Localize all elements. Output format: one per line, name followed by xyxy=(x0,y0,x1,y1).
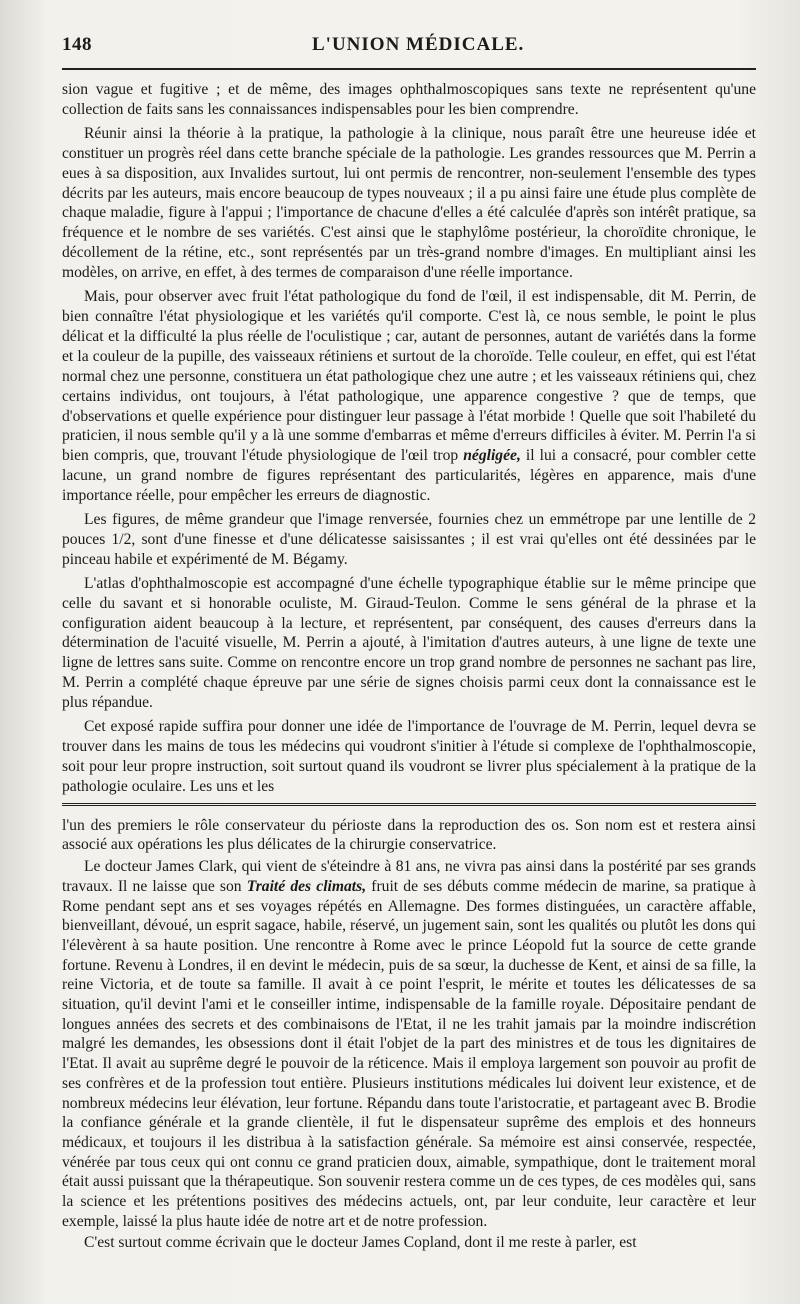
paragraph: l'un des premiers le rôle conservateur du périoste dans la reproduction des os. Son nom est et restera ainsi associé aux opérations les plus délicates de la chirurgie conservatrice. xyxy=(62,816,756,854)
paragraph: sion vague et fugitive ; et de même, des images ophthalmoscopiques sans texte ne représentent qu'une collection de faits sans les connaissances indispensables pour les bien comprendre. xyxy=(62,81,756,118)
text-run: fruit de ses débuts comme médecin de marine, sa pratique à Rome pendant sept ans et ses voyages répétés en Allemagne. Des formes distinguées, un caractère affable, bienveillant, dévoué, un esprit sagace, habile, réservé, un jugement sain, sont les qualités ou plutôt les dons qui l'élevèrent à sa haute position. Une rencontre à Rome avec le prince Léopold fut la source de cette grande fortune. Revenu à Londres, il en devint le médecin, puis de sa sœur, la duchesse de Kent, et ainsi de sa fille, la reine Victoria, et de toute sa famille. Il avait à ce point l'esprit, le mérite et toutes les délicatesses de sa situation, qu'il devint l'ami et le conseiller intime, indispensable de la famille royale. Dépositaire pendant de longues années des secrets et des combinaisons de l'Etat, il ne les trahit jamais par la moindre indiscrétion malgré les demandes, les obsessions dont il était l'objet de la part des ministres et de tous les dignitaires de l'Etat. Il avait au suprême degré le pouvoir de la réticence. Mais il employa largement son pouvoir au profit de ses confrères et de la profession tout entière. Plusieurs institutions médicales lui doivent leur existence, et de nombreux médecins leur élévation, leur fortune. Répandu dans toute l'aristocratie, et partageant avec B. Brodie la confiance générale et la grande clientèle, il fut le dispensateur suprême des emplois et des honneurs médicaux, et toujours il les distribua à la satisfaction générale. Sa mémoire est ainsi conservée, respectée, vénérée par tous ceux qui ont connu ce grand praticien doux, aimable, sympathique, dont le traitement moral était aussi puissant que la thérapeutique. Son souvenir restera comme un de ces types, de ces modèles qui, sans la science et les prétentions positives des médecins actuels, ont, par leur conduite, leur caractère et leur exemple, laissé la plus haute idée de notre art et de notre profession. xyxy=(62,877,756,1230)
page-number: 148 xyxy=(62,34,92,55)
book-title: Traité des climats, xyxy=(241,877,367,895)
paragraph: L'atlas d'ophthalmoscopie est accompagné d'une échelle typographique établie sur le même principe que celle du savant et si honorable oculiste, M. Giraud-Teulon. Comme le sens général de la phrase et la configuration aident beaucoup à la lecture, et représentent, par conséquent, des causes d'erreurs dans la détermination de l'acuité visuelle, M. Perrin a ajouté, à l'imitation d'autres auteurs, à une ligne de texte une ligne de lettres sans suite. Comme on rencontre encore un trop grand nombre de personnes ne sachant pas lire, M. Perrin a complété chaque épreuve par une série de signes choisis parmi ceux dont la connaissance est le plus répandue. xyxy=(62,574,756,712)
feuilleton-section xyxy=(62,816,756,1253)
paragraph: Les figures, de même grandeur que l'image renversée, fournies chez un emmétrope par une lentille de 2 pouces 1/2, sont d'une finesse et d'une délicatesse saisissantes ; il est vrai qu'elles ont été dessinées par le pinceau habile et expérimenté de M. Bégamy. xyxy=(62,511,756,568)
text-run: il lui a consacré, pour combler cette lacune, un grand nombre de figures représentant des particularités, légères en apparence, mais d'une importance réelle, pour empêcher les erreurs de diagnostic. xyxy=(62,447,756,505)
main-article xyxy=(62,80,756,797)
running-title: L'UNION MÉDICALE. xyxy=(312,34,525,55)
text-run: Le docteur James Clark, qui vient de s'éteindre à 81 ans, ne vivra pas ainsi dans la postérité par ses grands travaux. Il ne laisse que son xyxy=(62,858,756,895)
header-rule xyxy=(62,68,756,70)
emphasis: négligée, xyxy=(458,447,521,465)
page-header xyxy=(62,34,756,64)
paragraph xyxy=(62,857,756,1231)
text-run: Mais, pour observer avec fruit l'état pathologique du fond de l'œil, il est indispensable, dit M. Perrin, de bien connaître l'état physiologique et les variétés qu'il comporte. C'est là, ce nous semble, le point le plus délicat et la difficulté la plus réelle de l'oculistique ; car, autant de personnes, autant de variétés dans la forme et la couleur de la pupille, des vaisseaux rétiniens et surtout de la choroïde. Telle couleur, en effet, qui est l'état normal chez une personne, constituera un état pathologique chez une autre ; et les vaisseaux rétiniens qui, chez certains individus, ont toujours, à l'état pathologique, une apparence congestive ? que de temps, que d'observations et quelle expérience pour distinguer leur passage à l'état morbide ! Quelle que soit l'habileté du praticien, il nous semble qu'il y a là une somme d'embarras et même d'erreurs difficiles à éviter. M. Perrin l'a si bien compris, que, trouvant l'étude physiologique de l'œil trop xyxy=(62,288,756,465)
paragraph: C'est surtout comme écrivain que le docteur James Copland, dont il me reste à parler, est xyxy=(84,1234,637,1252)
paragraph xyxy=(62,287,756,506)
paragraph: Réunir ainsi la théorie à la pratique, la pathologie à la clinique, nous paraît être une heureuse idée et constituer un progrès réel dans cette branche spéciale de la pathologie. Les grandes ressources que M. Perrin a eues à sa disposition, aux Invalides surtout, lui ont permis de rencontrer, non-seulement l'ensemble des types décrits par les auteurs, mais encore beaucoup de types nouveaux ; il a pu ainsi faire une étude plus complète de chaque maladie, figure à l'appui ; l'importance de chacune d'elles a été calculée d'après son intérêt pratique, sa fréquence et le nombre de ses variétés. C'est ainsi que le staphylôme postérieur, la choroïdite chronique, le décollement de la rétine, etc., sont représentés par un très-grand nombre d'images. En multipliant ainsi les modèles, on arrive, en effet, à des termes de comparaison d'une réelle importance. xyxy=(62,124,756,282)
feuilleton-separator xyxy=(62,803,756,810)
paragraph: Cet exposé rapide suffira pour donner une idée de l'importance de l'ouvrage de M. Perrin, lequel devra se trouver dans les mains de tous les médecins qui voudront s'initier à l'étude si complexe de l'ophthalmoscopie, soit pour leur propre instruction, soit surtout quand ils voudront se livrer plus spécialement à la pratique de la pathologie oculaire. Les uns et les xyxy=(62,718,756,795)
